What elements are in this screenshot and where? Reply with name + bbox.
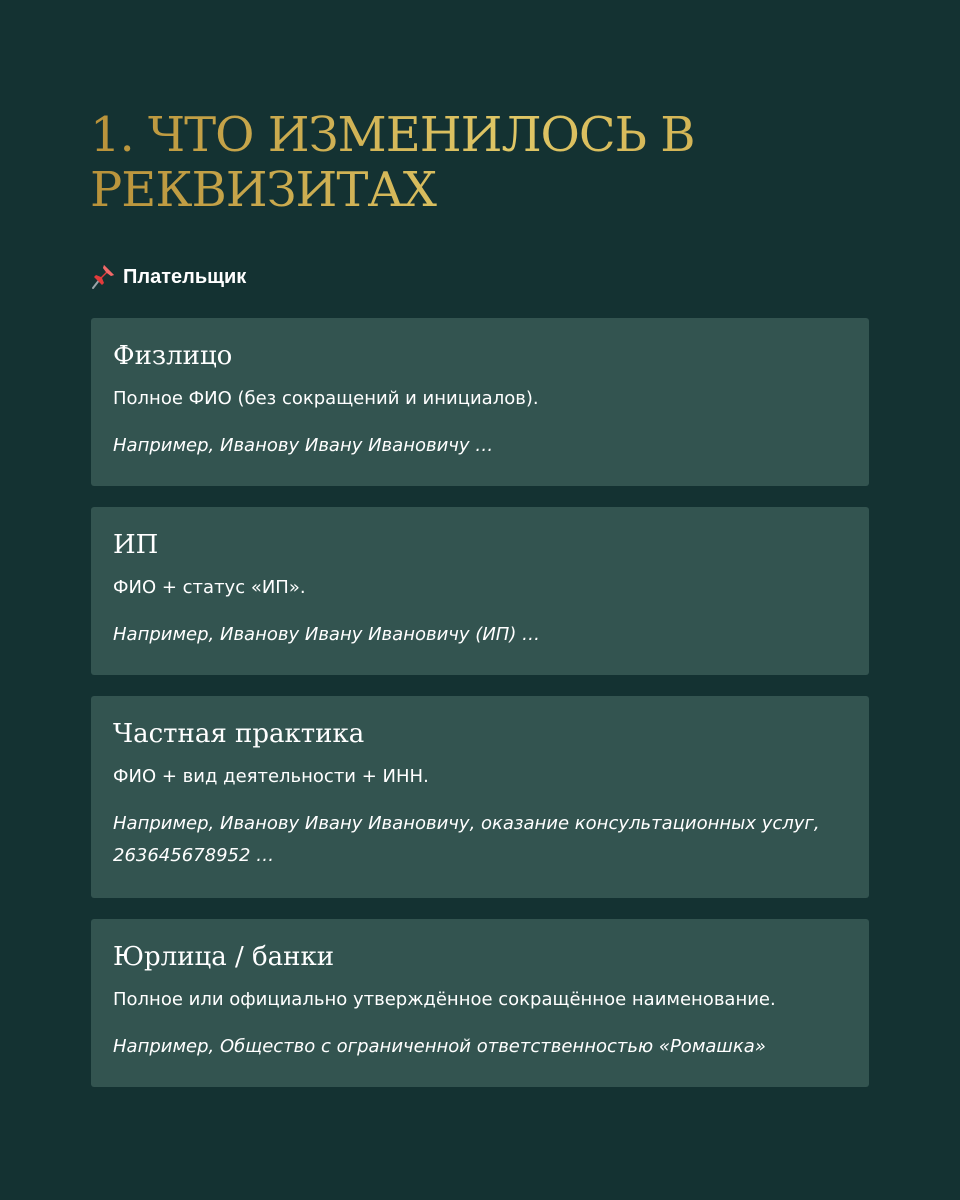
section-label-text: Плательщик <box>123 266 247 288</box>
card-title: Физлицо <box>113 341 233 371</box>
card-title: Частная практика <box>113 719 365 749</box>
card-example: Например, Иванову Ивану Ивановичу … <box>113 435 494 456</box>
card-example: Например, Общество с ограниченной ответственностью «Ромашка» <box>113 1036 766 1057</box>
card-title: ИП <box>113 530 159 560</box>
card-description: Полное или официально утверждённое сокращённое наименование. <box>113 989 776 1010</box>
card-sole-proprietor <box>91 507 869 675</box>
card-description: ФИО + вид деятельности + ИНН. <box>113 766 429 787</box>
card-example: Например, Иванову Ивану Ивановичу, оказание консультационных услуг, 263645678952 … <box>113 813 820 866</box>
card-example: Например, Иванову Ивану Ивановичу (ИП) … <box>113 624 541 645</box>
page-title-line-1: 1. ЧТО ИЗМЕНИЛОСЬ В <box>90 107 695 163</box>
card-title: Юрлица / банки <box>113 942 335 972</box>
section-label <box>91 263 246 291</box>
card-description: ФИО + статус «ИП». <box>113 577 306 598</box>
card-private-practice <box>91 696 869 898</box>
card-description: Полное ФИО (без сокращений и инициалов). <box>113 388 539 409</box>
page-title-line-2: РЕКВИЗИТАХ <box>90 162 436 218</box>
page-title <box>90 108 850 218</box>
card-individual <box>91 318 869 486</box>
pushpin-icon <box>91 264 115 290</box>
card-legal-entities <box>91 919 869 1087</box>
